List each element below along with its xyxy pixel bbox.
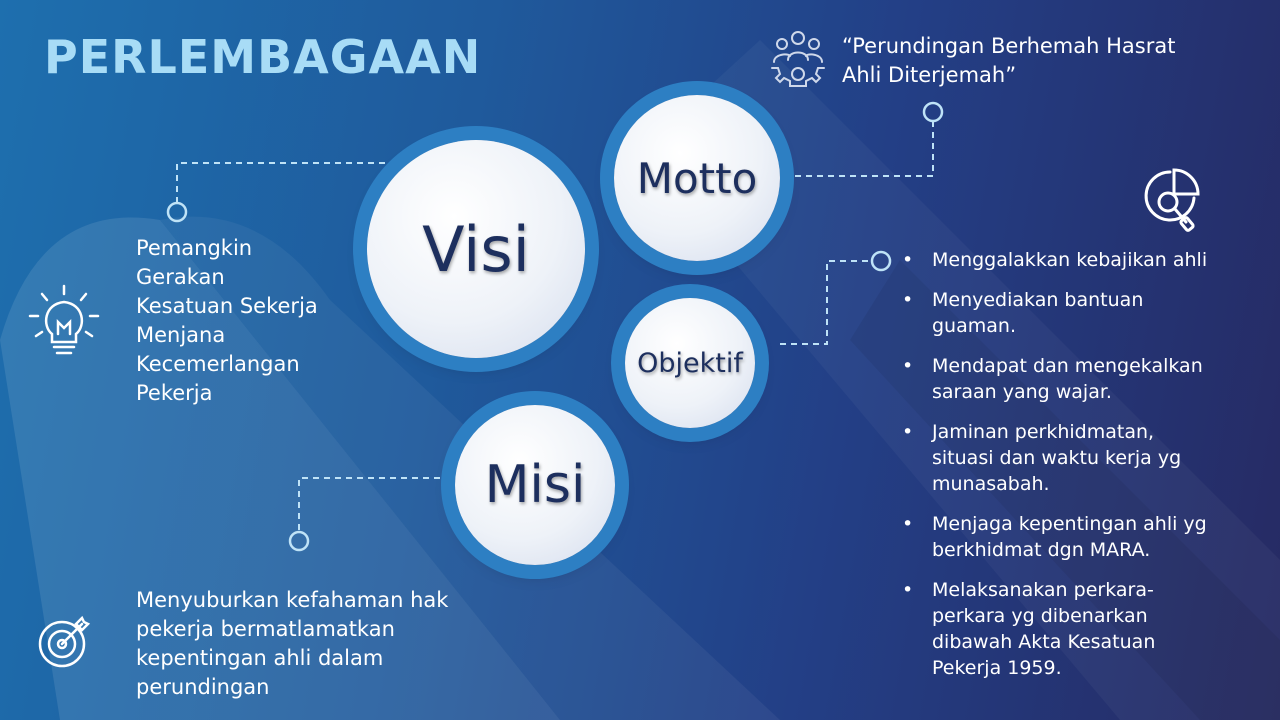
visi-statement bbox=[136, 234, 366, 408]
objektif-item bbox=[900, 577, 1245, 681]
objektif-item bbox=[900, 247, 1245, 273]
misi-line: perundingan bbox=[136, 675, 270, 699]
objektif-item-line: Pekerja 1959. bbox=[932, 657, 1062, 679]
motto-circle bbox=[614, 95, 780, 261]
lightbulb-icon bbox=[28, 284, 100, 360]
objektif-item-line: dibawah Akta Kesatuan bbox=[932, 631, 1156, 653]
objektif-item-line: perkara yg dibenarkan bbox=[932, 605, 1148, 627]
objektif-item bbox=[900, 511, 1245, 563]
motto-statement bbox=[842, 32, 1262, 90]
misi-label: Misi bbox=[484, 455, 586, 515]
chart-search-icon bbox=[1140, 166, 1208, 232]
objektif-item-line: berkhidmat dgn MARA. bbox=[932, 539, 1151, 561]
misi-statement bbox=[136, 586, 516, 702]
misi-line: Menyuburkan kefahaman hak bbox=[136, 588, 449, 612]
team-gear-icon bbox=[768, 28, 828, 90]
objektif-item-line: guaman. bbox=[932, 315, 1016, 337]
objektif-label: Objektif bbox=[637, 347, 743, 379]
motto-line: “Perundingan Berhemah Hasrat bbox=[842, 34, 1176, 58]
motto-label: Motto bbox=[636, 153, 758, 203]
objektif-connector-dot bbox=[872, 252, 890, 270]
objektif-item-line: munasabah. bbox=[932, 473, 1050, 495]
visi-line: Gerakan bbox=[136, 265, 225, 289]
objektif-item bbox=[900, 353, 1245, 405]
visi-line: Menjana bbox=[136, 323, 226, 347]
misi-line: pekerja bermatlamatkan bbox=[136, 617, 395, 641]
visi-line: Kesatuan Sekerja bbox=[136, 294, 318, 318]
objektif-list bbox=[900, 247, 1245, 695]
objektif-item-line: • Menggalakkan kebajikan ahli bbox=[932, 249, 1208, 271]
objektif-item-line: • Mendapat dan mengekalkan bbox=[932, 355, 1203, 377]
objektif-item-line: • Jaminan perkhidmatan, bbox=[932, 421, 1155, 443]
visi-line: Pemangkin bbox=[136, 236, 253, 260]
visi-circle bbox=[367, 140, 585, 358]
objektif-item bbox=[900, 419, 1245, 497]
misi-line: kepentingan ahli dalam bbox=[136, 646, 384, 670]
objektif-item-line: • Menyediakan bantuan bbox=[932, 289, 1144, 311]
objektif-item-line: saraan yang wajar. bbox=[932, 381, 1112, 403]
visi-connector bbox=[177, 163, 385, 203]
visi-connector-dot bbox=[168, 203, 186, 221]
misi-connector-dot bbox=[290, 532, 308, 550]
objektif-item-line: • Melaksanakan perkara- bbox=[932, 579, 1154, 601]
page-title: PERLEMBAGAAN bbox=[44, 30, 482, 84]
objektif-item-line: situasi dan waktu kerja yg bbox=[932, 447, 1182, 469]
objektif-item bbox=[900, 287, 1245, 339]
motto-line: Ahli Diterjemah” bbox=[842, 63, 1017, 87]
objektif-connector bbox=[780, 261, 871, 344]
misi-circle bbox=[455, 405, 615, 565]
visi-line: Pekerja bbox=[136, 381, 213, 405]
target-icon bbox=[36, 614, 92, 670]
objektif-item-line: • Menjaga kepentingan ahli yg bbox=[932, 513, 1207, 535]
visi-label: Visi bbox=[422, 212, 530, 286]
visi-line: Kecemerlangan bbox=[136, 352, 300, 376]
motto-connector-dot bbox=[924, 103, 942, 121]
objektif-circle bbox=[625, 298, 755, 428]
misi-connector bbox=[299, 478, 440, 532]
motto-connector bbox=[795, 121, 933, 176]
